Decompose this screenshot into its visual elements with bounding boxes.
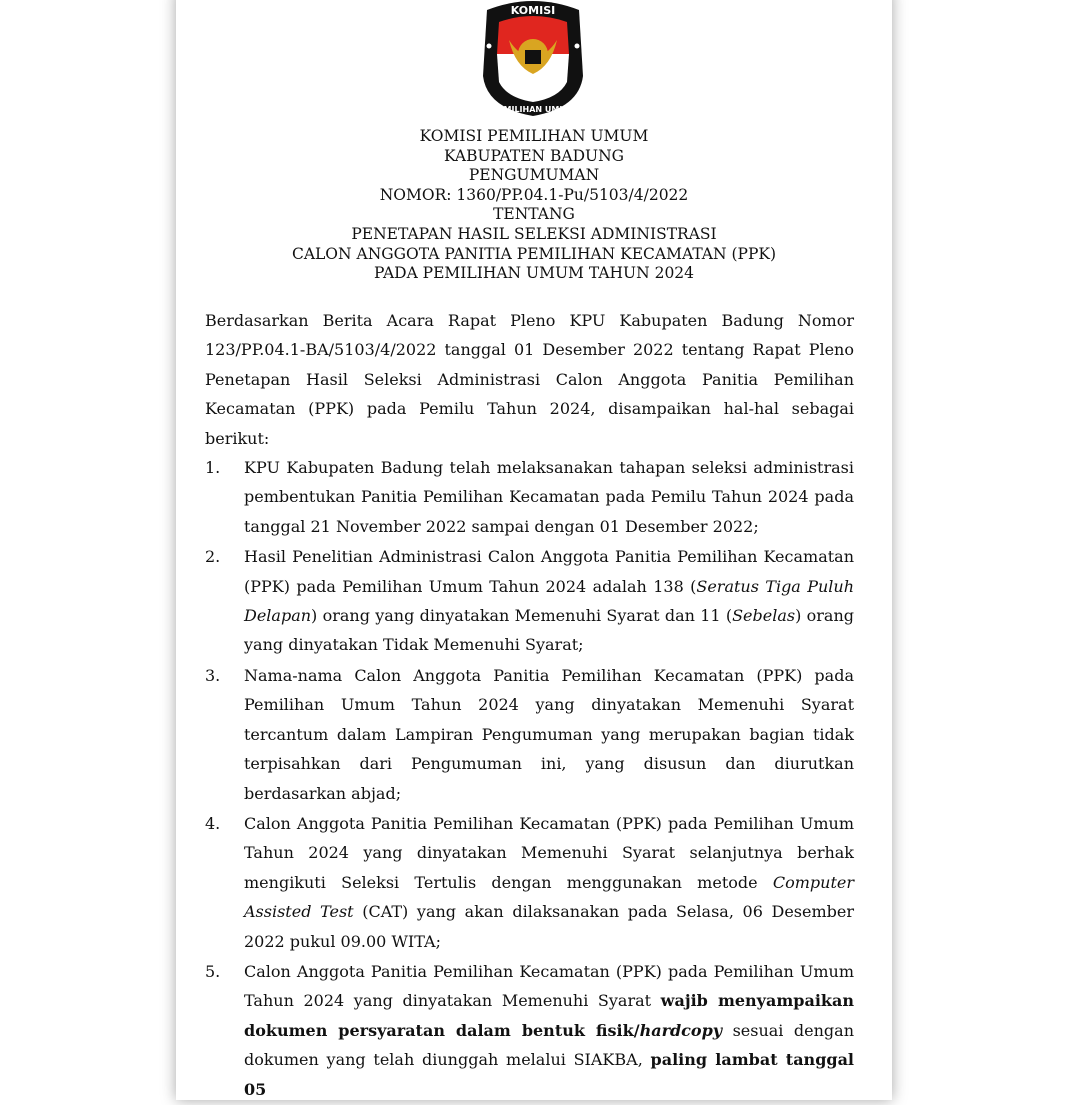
list-item bbox=[205, 809, 854, 956]
document-header bbox=[176, 127, 892, 284]
text-segment: Calon Anggota Panitia Pemilihan Kecamatan (PPK) pada Pemilihan Umum Tahun 2024 yang dinyatakan Memenuhi Syarat selanjutnya berhak mengikuti Seleksi Tertulis dengan menggunakan metode bbox=[244, 813, 854, 892]
header-line: PENGUMUMAN bbox=[468, 166, 600, 185]
kpu-logo bbox=[479, 0, 587, 118]
document-page bbox=[176, 0, 892, 1100]
header-line: TENTANG bbox=[493, 205, 575, 224]
text-segment: (CAT) yang akan dilaksanakan pada Selasa, 06 Desember 2022 pukul 09.00 WITA; bbox=[244, 902, 854, 951]
text-segment: Seratus Tiga Puluh Delapan bbox=[244, 576, 854, 626]
header-line: PADA PEMILIHAN UMUM TAHUN 2024 bbox=[373, 264, 695, 283]
list-item bbox=[205, 957, 854, 1104]
list-item bbox=[205, 661, 854, 808]
text-segment: Hasil Penelitian Administrasi Calon Anggota Panitia Pemilihan Kecamatan (PPK) pada Pemilihan Umum Tahun 2024 adalah 138 ( bbox=[244, 547, 854, 596]
text-segment: KPU Kabupaten Badung telah melaksanakan tahapan seleksi administrasi pembentukan Panitia Pemilihan Kecamatan pada Pemilu Tahun 2024 pada tanggal 21 November 2022 sampai dengan 01 Desember 2022; bbox=[244, 458, 854, 536]
header-line: KABUPATEN BADUNG bbox=[443, 146, 625, 165]
text-segment: Nama-nama Calon Anggota Panitia Pemilihan Kecamatan (PPK) pada Pemilihan Umum Tahun 2024 yang dinyatakan Memenuhi Syarat tercantum dalam Lampiran Pengumuman yang merupakan bagian tidak terpisahkan dari Pengumuman ini, yang disusun dan diurutkan berdasarkan abjad; bbox=[244, 665, 854, 803]
intro-paragraph: Berdasarkan Berita Acara Rapat Pleno KPU Kabupaten Badung Nomor 123/PP.04.1-BA/5103/4/2022 tanggal 01 Desember 2022 tentang Rapat Pleno Penetapan Hasil Seleksi Administrasi Calon Anggota Panitia Pemilihan Kecamatan (PPK) pada Pemilu Tahun 2024, disampaikan hal-hal sebagai berikut: bbox=[205, 311, 854, 448]
text-segment: ) orang yang dinyatakan Tidak Memenuhi Syarat; bbox=[244, 606, 854, 655]
text-segment: ) orang yang dinyatakan Memenuhi Syarat dan 11 ( bbox=[311, 606, 733, 626]
text-segment: paling lambat tanggal 05 bbox=[244, 1050, 855, 1099]
text-segment: Calon Anggota Panitia Pemilihan Kecamatan (PPK) pada Pemilihan Umum Tahun 2024 yang dinyatakan Memenuhi Syarat bbox=[244, 961, 854, 1011]
header-line: CALON ANGGOTA PANITIA PEMILIHAN KECAMATAN (PPK) bbox=[291, 244, 777, 263]
list-item bbox=[205, 453, 854, 541]
text-segment: sesuai dengan dokumen yang telah diunggah melalui SIAKBA, bbox=[244, 1020, 855, 1070]
numbered-list bbox=[205, 453, 854, 1104]
text-segment: Sebelas bbox=[732, 606, 796, 626]
header-line: PENETAPAN HASIL SELEKSI ADMINISTRASI bbox=[351, 224, 717, 243]
header-line: NOMOR: 1360/PP.04.1-Pu/5103/4/2022 bbox=[379, 185, 689, 204]
list-item bbox=[205, 542, 854, 660]
list-number: 5. bbox=[205, 961, 221, 981]
document-body bbox=[205, 306, 854, 1105]
list-number: 2. bbox=[205, 547, 221, 567]
svg-text:PEMILIHAN UMUM: PEMILIHAN UMUM bbox=[492, 105, 574, 114]
header-line: KOMISI PEMILIHAN UMUM bbox=[419, 127, 649, 145]
text-segment: Computer Assisted Test bbox=[244, 872, 854, 922]
list-number: 1. bbox=[205, 458, 221, 478]
svg-text:KOMISI: KOMISI bbox=[510, 4, 556, 17]
text-segment: wajib menyampaikan dokumen persyaratan dalam bentuk fisik/ bbox=[244, 991, 854, 1040]
text-segment: hardcopy bbox=[639, 1020, 723, 1040]
list-number: 4. bbox=[205, 813, 221, 833]
list-number: 3. bbox=[205, 665, 221, 685]
